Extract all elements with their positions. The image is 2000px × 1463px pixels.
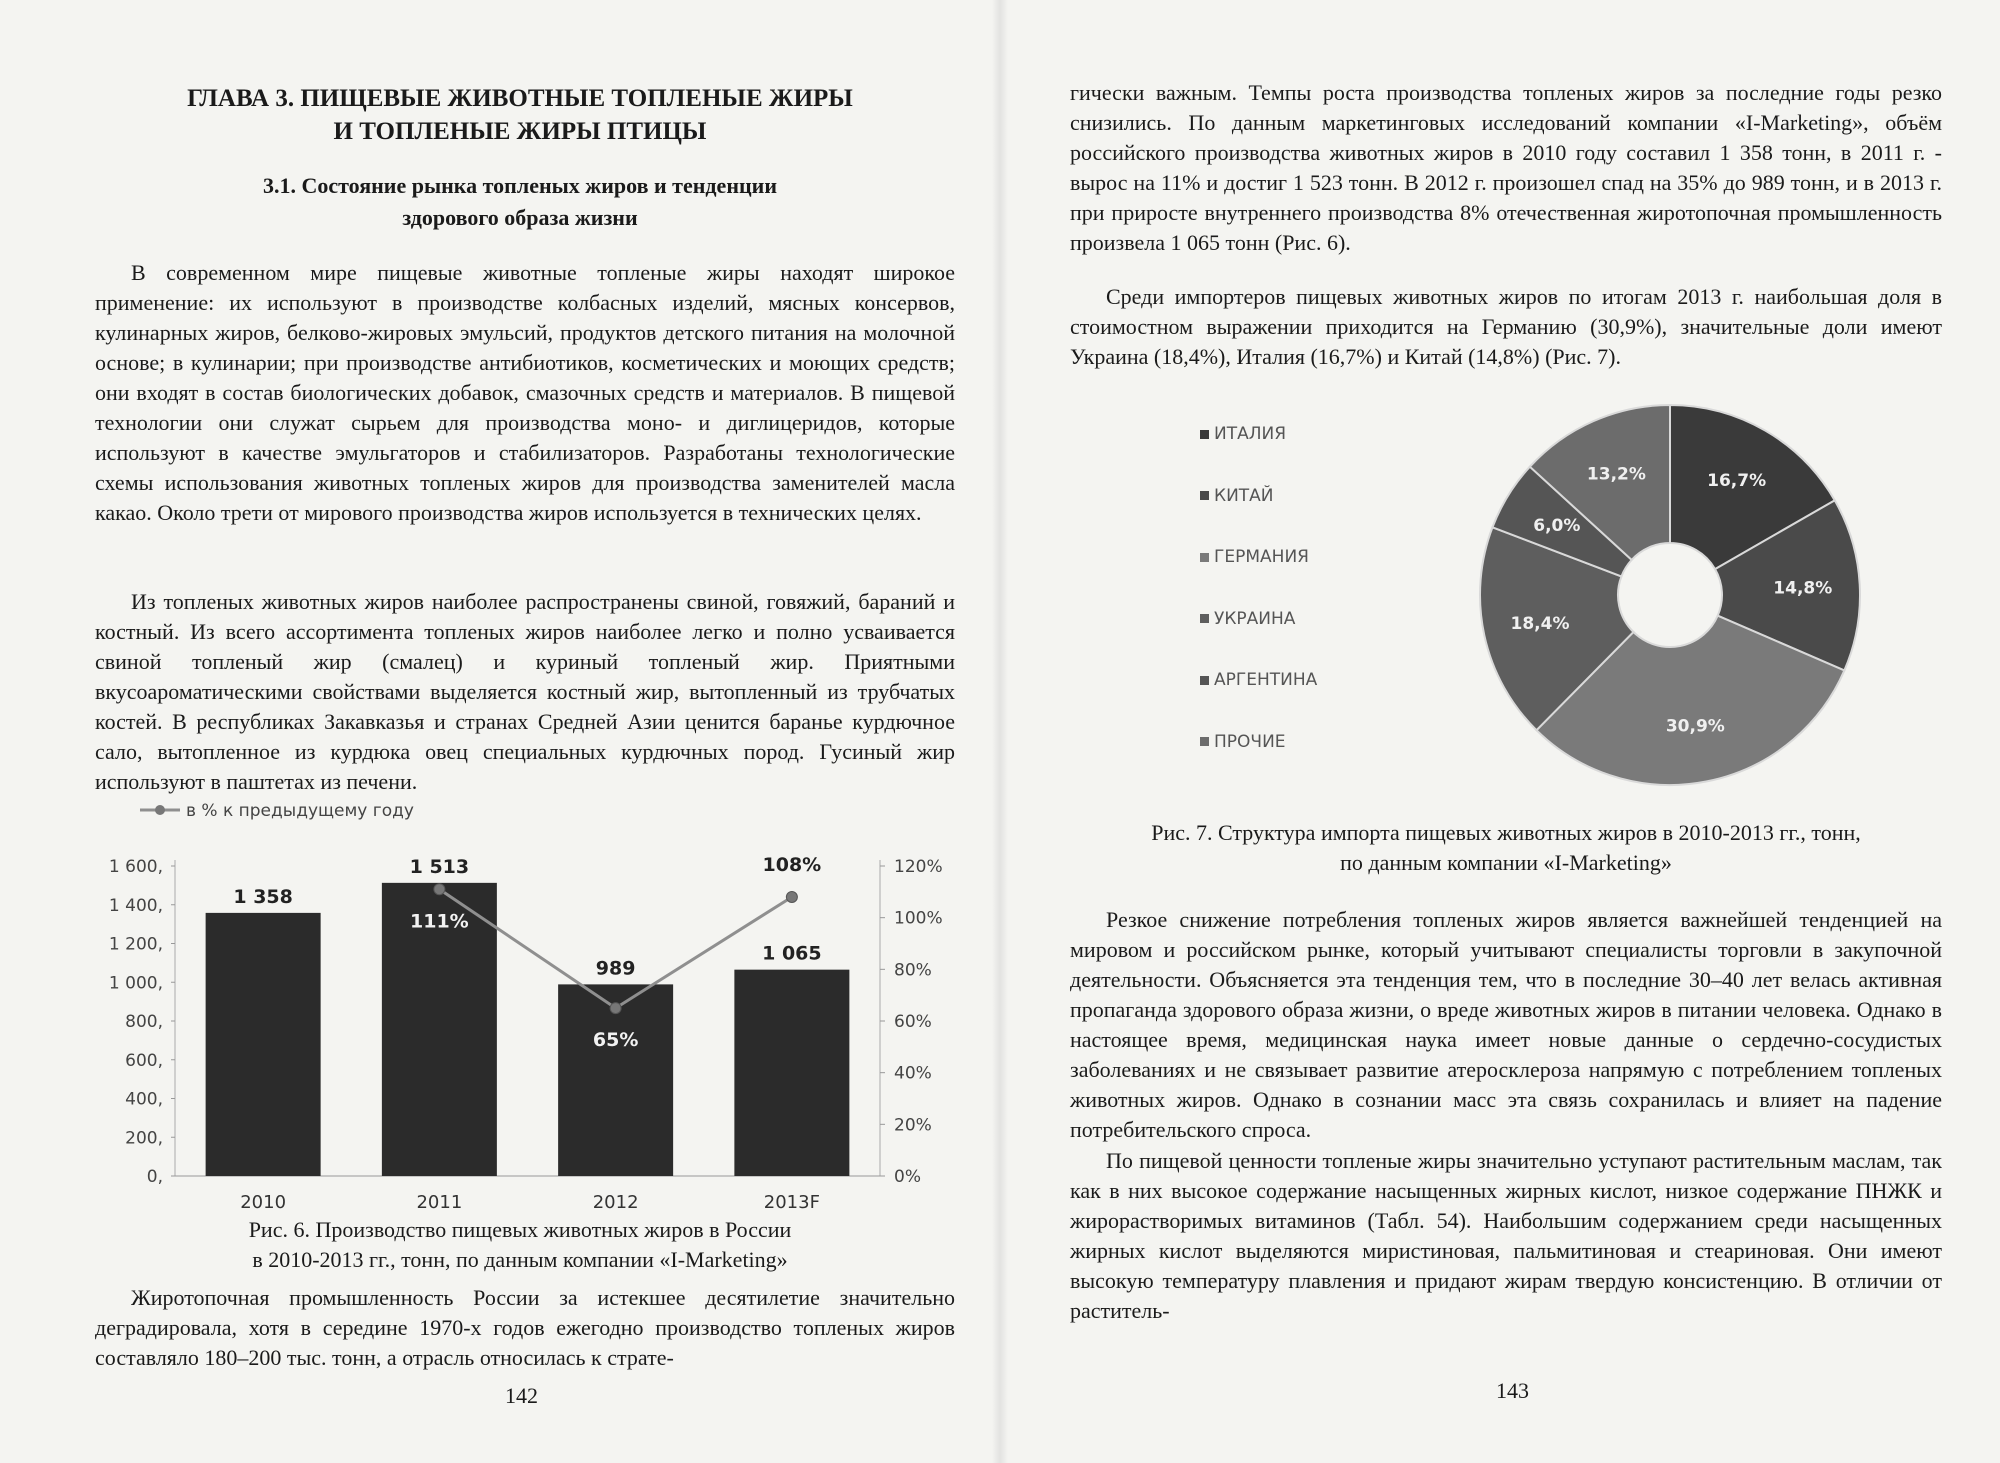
percent-point (786, 892, 797, 903)
y-tick-label: 0, (146, 1167, 163, 1187)
figure-7-caption-line2: по данным компании «I-Marketing» (1340, 850, 1672, 875)
y2-tick-label: 100% (894, 908, 943, 929)
right-page (1000, 0, 2000, 1463)
left-paragraph-1: В современном мире пищевые животные топленые жиры находят широкое применение: их используют в производстве колбасных изделий, мясных консервов, кулинарных жиров, белково-жировых эмульсий, продуктов детского питания на молочной основе; в кулинарии; при производстве антибиотиков, косметических и моющих средств; они входят в состав биологических добавок, смазочных средств и материалов. В пищевой технологии они служат сырьем для производства моно- и диглицеридов, которые используют в качестве эмульгаторов и стабилизаторов. Разработаны технологические схемы использования животных топленых жиров для производства заменителей масла какао. Около трети от мирового производства жиров используется в технических целях. (95, 260, 955, 525)
legend-label: ПРОЧИЕ (1214, 731, 1286, 752)
x-tick-label: 2010 (240, 1192, 287, 1213)
legend-item (1200, 547, 1309, 567)
legend-swatch (1200, 491, 1209, 500)
percent-label: 111% (410, 910, 469, 933)
x-tick-label: 2013F (763, 1192, 820, 1213)
x-tick-label: 2012 (592, 1192, 639, 1213)
page-number-left: 142 (505, 1383, 538, 1408)
y-tick-label: 800, (125, 1012, 163, 1032)
bar-2010 (206, 913, 321, 1176)
percent-point (610, 1003, 621, 1014)
y2-tick-label: 20% (894, 1115, 932, 1136)
chapter-title-line2: И ТОПЛЕНЫЕ ЖИРЫ ПТИЦЫ (333, 118, 707, 145)
right-paragraph-1: гически важным. Темпы роста производства топленых жиров за последние годы резко снизились. По данным маркетинговых исследований компании «I-Marketing», объём российского производства животных жиров в 2010 году составил 1 358 тонн, в 2011 г. - вырос на 11% и достиг 1 523 тонн. В 2012 г. произошел спад на 35% до 989 тонн, и в 2013 г. при приросте внутреннего производства 8% отечественная жиротопочная промышленность произвела 1 065 тонн (Рис. 6). (1070, 80, 1942, 255)
slice-label: 6,0% (1533, 516, 1581, 537)
legend-label: ИТАЛИЯ (1214, 424, 1287, 444)
page-number-right: 143 (1496, 1378, 1529, 1403)
y2-tick-label: 120% (894, 857, 943, 877)
legend-item (1200, 732, 1286, 752)
y2-tick-label: 0% (894, 1167, 921, 1187)
legend-label: КИТАЙ (1214, 485, 1274, 506)
figure-6-caption-line2: в 2010-2013 гг., тонн, по данным компании «I-Marketing» (252, 1247, 788, 1272)
slice-label: 30,9% (1665, 716, 1725, 737)
section-title-line1: 3.1. Состояние рынка топленых жиров и тенденции (262, 173, 778, 198)
legend-item (1200, 609, 1295, 629)
figure-7-caption (1050, 818, 1962, 878)
y-tick-label: 1 000, (108, 973, 163, 994)
chapter-title (120, 82, 920, 148)
figure-6-caption (120, 1215, 920, 1275)
slice-label: 13,2% (1586, 464, 1646, 485)
legend-label: в % к предыдущему году (186, 801, 414, 821)
y2-tick-label: 80% (894, 960, 932, 981)
y2-tick-label: 40% (894, 1063, 932, 1084)
right-paragraph-4: По пищевой ценности топленые жиры значительно уступают растительным маслам, так как в них высокое содержание насыщенных жирных кислот, низкое содержание ПНЖК и жирорастворимых витаминов (Табл. 54). Наибольшим содержанием среди насыщенных жирных кислот выделяются миристиновая, пальмитиновая и стеариновая. Они имеют высокую температуру плавления и придают жирам твердую консистенцию. В отличии от раститель- (1070, 1148, 1942, 1323)
y-tick-label: 200, (125, 1128, 163, 1149)
figure-7-caption-line1: Рис. 7. Структура импорта пищевых животных жиров в 2010-2013 гг., тонн, (1151, 820, 1861, 845)
chapter-title-line1: ГЛАВА 3. ПИЩЕВЫЕ ЖИВОТНЫЕ ТОПЛЕНЫЕ ЖИРЫ (187, 85, 853, 112)
section-title (120, 170, 920, 234)
legend-item (1200, 670, 1317, 690)
bar-value-label: 1 065 (762, 942, 822, 965)
y-tick-label: 400, (125, 1089, 163, 1110)
legend-swatch (1200, 553, 1209, 562)
section-title-line2: здорового образа жизни (402, 205, 638, 230)
percent-label: 65% (592, 1029, 639, 1052)
left-paragraph-3: Жиротопочная промышленность России за истекшее десятилетие значительно деградировала, хотя в середине 1970-х годов ежегодно производство топленых жиров составляло 180–200 тыс. тонн, а отрасль относилась к страте- (95, 1285, 955, 1370)
percent-label: 108% (762, 854, 822, 876)
legend-swatch (1200, 737, 1209, 746)
left-paragraph-2: Из топленых животных жиров наиболее распространены свиной, говяжий, бараний и костный. Из всего ассортимента топленых жиров наиболее легко и полно усваивается свиной топленый жир (смалец) и куриный топленый жир. Приятными вкусоароматическими свойствами выделяется костный жир, вытопленный из трубчатых костей. В республиках Закавказья и странах Средней Азии ценится баранье курдючное сало, вытопленное из курдюка овец специальных курдючных пород. Гусиный жир используют в паштетах из печени. (95, 589, 955, 794)
percent-point (434, 884, 445, 895)
legend-label: АРГЕНТИНА (1214, 670, 1318, 690)
bar-value-label: 989 (595, 957, 636, 980)
legend-point-marker (155, 805, 165, 815)
figure-6-caption-line1: Рис. 6. Производство пищевых животных жиров в России (248, 1217, 792, 1242)
production-bar-chart (80, 796, 960, 1216)
bar-value-label: 1 513 (409, 855, 470, 878)
legend-item (1200, 424, 1286, 444)
legend-swatch (1200, 430, 1209, 439)
y-tick-label: 1 200, (108, 934, 163, 955)
legend-swatch (1200, 614, 1209, 623)
y-tick-label: 1 600, (108, 857, 163, 877)
import-donut-chart (1460, 385, 1880, 805)
legend-label: УКРАИНА (1214, 608, 1296, 629)
bar-2013F (734, 970, 849, 1176)
y-tick-label: 1 400, (108, 895, 163, 916)
y2-tick-label: 60% (894, 1012, 932, 1032)
y-tick-label: 600, (125, 1050, 163, 1071)
legend-swatch (1200, 676, 1209, 685)
legend-label: ГЕРМАНИЯ (1214, 547, 1309, 567)
right-paragraph-3: Резкое снижение потребления топленых жиров является важнейшей тенденцией на мировом и российском рынке, который учитывают специалисты торговли в закупочной деятельности. Объясняется эта тенденция тем, что в последние 30–40 лет велась активная пропаганда здорового образа жизни, о вреде животных жиров в питании человека. Однако в настоящее время, медицинская наука имеет новые данные о сердечно-сосудистых заболеваниях и не связывает развитие атеросклероза напрямую с потреблением топленых животных жиров. Однако в сознании масс эта связь сохранилась и влияет на падение потребительского спроса. (1070, 907, 1942, 1142)
slice-label: 18,4% (1510, 614, 1570, 635)
right-paragraph-2: Среди импортеров пищевых животных жиров по итогам 2013 г. наибольшая доля в стоимостном выражении приходится на Германию (30,9%), значительные доли имеют Украина (18,4%), Италия (16,7%) и Китай (14,8%) (Рис. 7). (1070, 284, 1942, 369)
slice-label: 16,7% (1707, 470, 1767, 491)
bar-value-label: 1 358 (233, 885, 293, 908)
slice-label: 14,8% (1773, 578, 1833, 599)
legend-item (1200, 486, 1274, 506)
x-tick-label: 2011 (416, 1192, 463, 1213)
